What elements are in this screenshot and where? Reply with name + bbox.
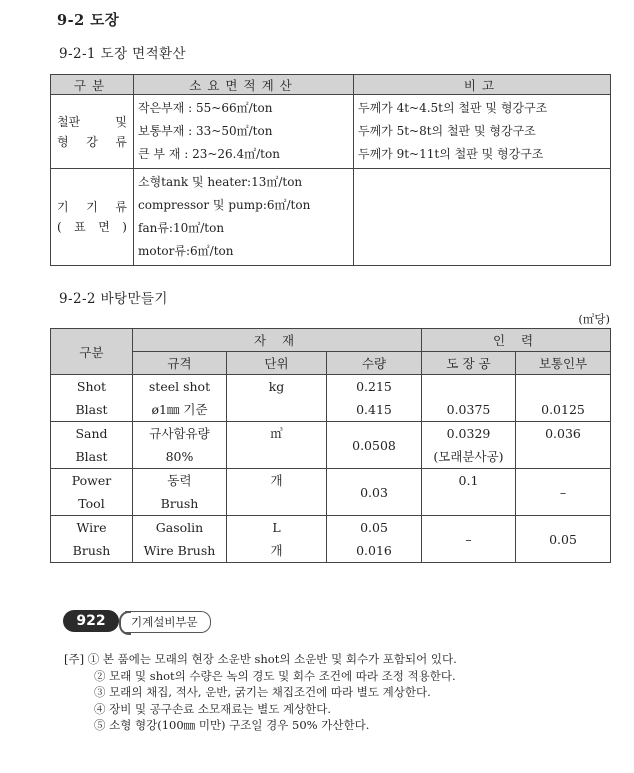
table-row: Sand 규사함유량 ㎥ 0.0508 0.0329 0.036: [51, 422, 611, 446]
category-cell: 철판 및 형 강 류: [51, 95, 134, 169]
table-row: Blast ø1㎜ 기준 0.415 0.0375 0.0125: [51, 398, 611, 422]
header-unit: 단위: [227, 352, 327, 375]
surface-prep-table: [50, 328, 611, 563]
table-row: [51, 95, 611, 169]
table-row: Shot steel shot kg 0.215: [51, 375, 611, 399]
header-material: 자 재: [133, 329, 422, 352]
section-title-surface-prep: 9-2-2 바탕만들기: [59, 291, 168, 307]
note-line: ⑤ 소형 형강(100㎜ 미만) 구조일 경우 50% 가산한다.: [94, 718, 370, 732]
category-cell: 기 기 류 ( 표 면 ): [51, 169, 134, 266]
header-calculation: 소요면적계산: [134, 75, 354, 95]
header-remarks: 비고: [354, 75, 611, 95]
table-row: Wire Gasolin L 0.05 – 0.05: [51, 516, 611, 540]
section-title-area-conversion: 9-2-1 도장 면적환산: [59, 46, 186, 62]
table-row: [51, 169, 611, 266]
note-line: [주] ① 본 품에는 모래의 현장 소운반 shot의 소운반 및 회수가 포함되어 있다.: [64, 652, 457, 666]
unit-note: (㎡당): [578, 312, 610, 326]
header-labor: 인 력: [422, 329, 611, 352]
note-line: ③ 모래의 채집, 적사, 운반, 굵기는 채집조건에 따라 별도 계상한다.: [94, 685, 431, 699]
note-line: ② 모래 및 shot의 수량은 녹의 경도 및 회수 조건에 따라 조정 적용한다.: [94, 668, 456, 683]
area-conversion-table: [50, 74, 611, 266]
header-spec: 규격: [133, 352, 227, 375]
header-category: 구분: [51, 329, 133, 375]
table-row: Blast 80% (모래분사공): [51, 445, 611, 469]
note-line: ④ 장비 및 공구손료 소모재료는 별도 계상한다.: [94, 701, 332, 716]
table-row: Tool Brush: [51, 492, 611, 516]
calculation-cell: 소형tank 및 heater:13㎡/ton compressor 및 pump:6㎡/ton fan류:10㎡/ton motor류:6㎡/ton: [134, 169, 354, 266]
header-painter: 도 장 공: [422, 352, 516, 375]
page-heading: 9-2 도장: [57, 12, 120, 29]
table-row: Power 동력 개 0.03 0.1 –: [51, 469, 611, 493]
header-quantity: 수량: [327, 352, 422, 375]
section-label: 기계설비부문: [125, 611, 211, 633]
page-number-badge: 922: [63, 610, 119, 632]
table-row: Brush Wire Brush 개 0.016: [51, 539, 611, 563]
header-laborer: 보통인부: [516, 352, 611, 375]
calculation-cell: 작은부재 : 55~66㎡/ton 보통부재 : 33~50㎡/ton 큰 부 재 : 23~26.4㎡/ton: [134, 95, 354, 169]
header-category: 구분: [51, 75, 134, 95]
remarks-cell: [354, 169, 611, 266]
notes: [64, 651, 457, 734]
remarks-cell: 두께가 4t~4.5t의 철판 및 형강구조 두께가 5t~8t의 철판 및 형강구조 두께가 9t~11t의 철판 및 형강구조: [354, 95, 611, 169]
